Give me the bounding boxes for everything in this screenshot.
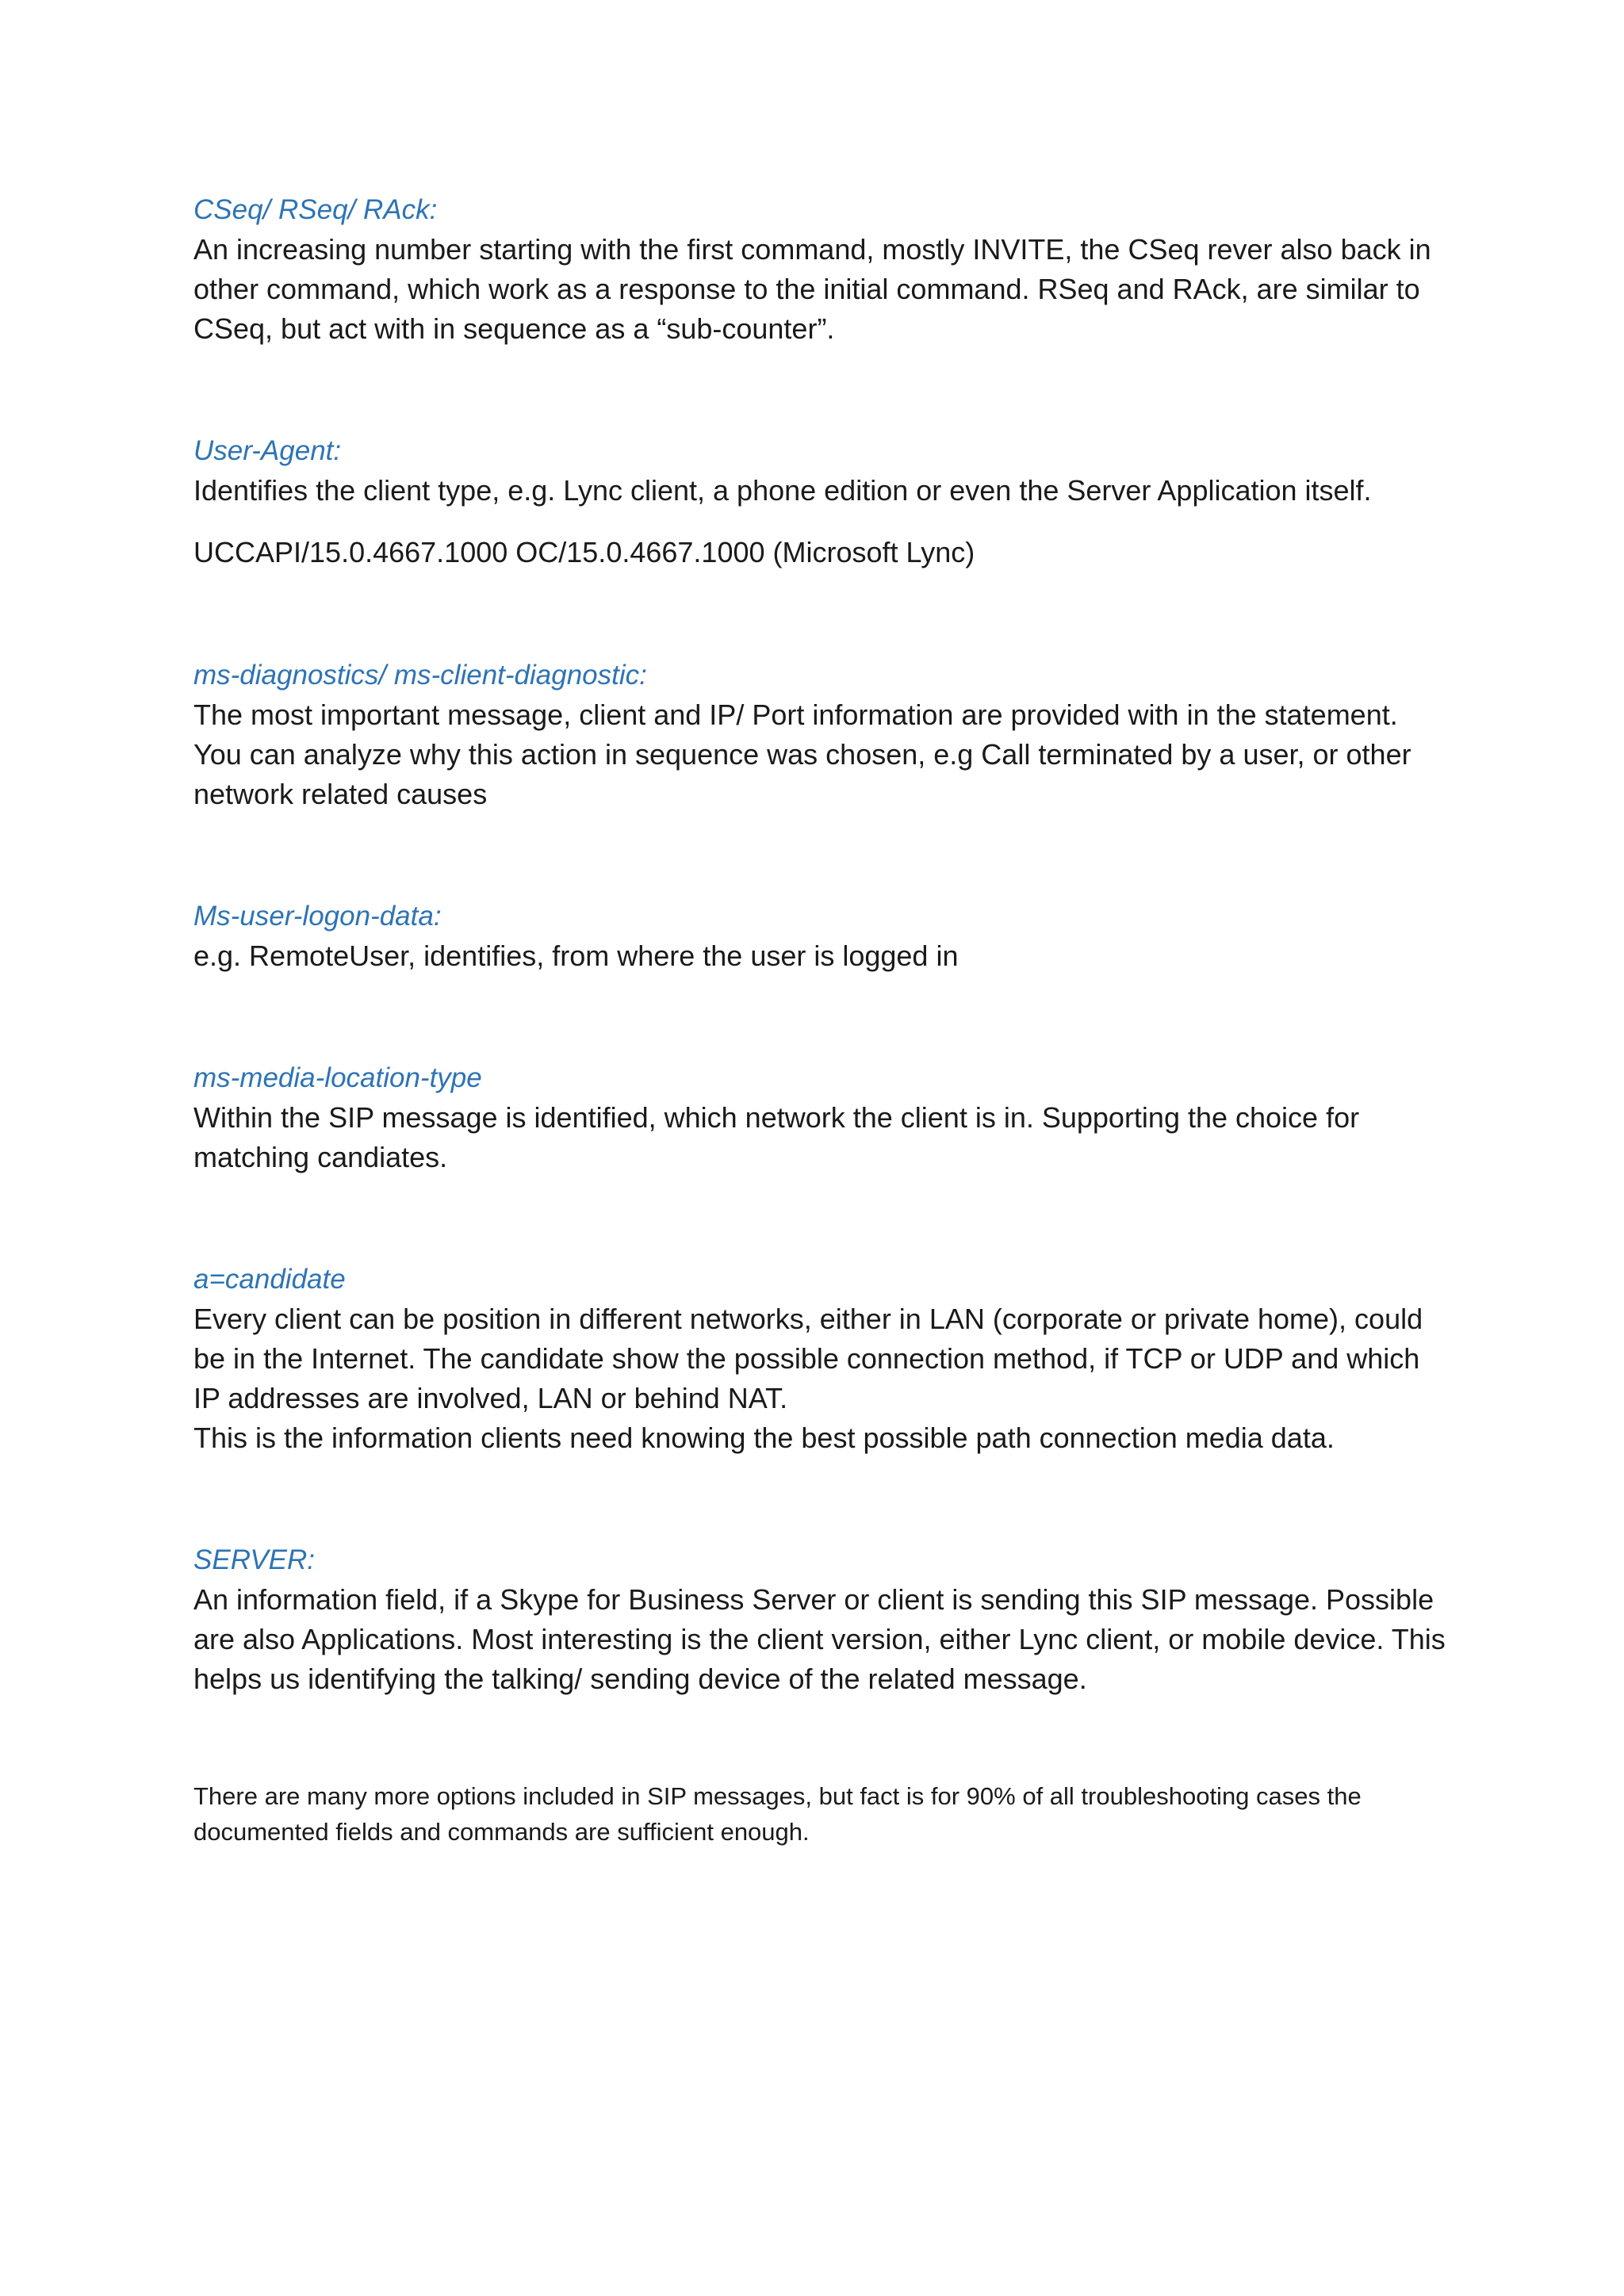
section-paragraph: e.g. RemoteUser, identifies, from where the user is logged in (193, 939, 959, 972)
section-paragraph: The most important message, client and IP/ Port information are provided with in the statement. You can analyze why this action in sequence was chosen, e.g Call terminated by a user, or other network related causes (193, 698, 1411, 810)
document-page (193, 190, 1446, 1850)
section-user-agent (193, 431, 1446, 572)
section-paragraph: UCCAPI/15.0.4667.1000 OC/15.0.4667.1000 (Microsoft Lync) (193, 536, 975, 568)
section-ms-user-logon-data (193, 897, 1446, 976)
section-paragraph: Every client can be position in different networks, either in LAN (corporate or private home), could be in the Internet. The candidate show the possible connection method, if TCP or UDP and which IP addresses are involved, LAN or behind NAT. (193, 1303, 1423, 1414)
section-heading: ms-diagnostics/ ms-client-diagnostic: (193, 660, 647, 691)
section-heading: ms-media-location-type (193, 1062, 482, 1093)
section-paragraph: This is the information clients need knowing the best possible path connection media data. (193, 1422, 1335, 1454)
footer-note: There are many more options included in SIP messages, but fact is for 90% of all troubleshooting cases the documented fields and commands are sufficient enough. (193, 1782, 1362, 1846)
spacer (193, 1699, 1446, 1778)
spacer (193, 349, 1446, 431)
section-heading: Ms-user-logon-data: (193, 901, 442, 932)
spacer (193, 1458, 1446, 1540)
section-heading: CSeq/ RSeq/ RAck: (193, 194, 438, 225)
section-paragraph: Identifies the client type, e.g. Lync client, a phone edition or even the Server Application itself. (193, 474, 1372, 507)
section-a-candidate (193, 1260, 1446, 1458)
spacer (193, 572, 1446, 656)
spacer (193, 1177, 1446, 1260)
section-ms-media-location-type (193, 1058, 1446, 1177)
spacer (193, 814, 1446, 897)
section-heading: a=candidate (193, 1264, 346, 1295)
section-paragraph: An information field, if a Skype for Business Server or client is sending this SIP message. Possible are also Applications. Most interesting is the client version, either Lync client, or mobile device. This helps us identifying the talking/ sending device of the related message. (193, 1583, 1446, 1695)
section-cseq (193, 190, 1446, 349)
section-server (193, 1540, 1446, 1699)
spacer (193, 976, 1446, 1058)
section-paragraph: An increasing number starting with the first command, mostly INVITE, the CSeq rever also back in other command, which work as a response to the initial command. RSeq and RAck, are similar to CSeq, but act with in sequence as a “sub-counter”. (193, 233, 1431, 345)
section-heading: SERVER: (193, 1544, 316, 1575)
section-paragraph: Within the SIP message is identified, which network the client is in. Supporting the choice for matching candiates. (193, 1101, 1360, 1173)
section-ms-diagnostics (193, 656, 1446, 814)
section-heading: User-Agent: (193, 435, 342, 466)
